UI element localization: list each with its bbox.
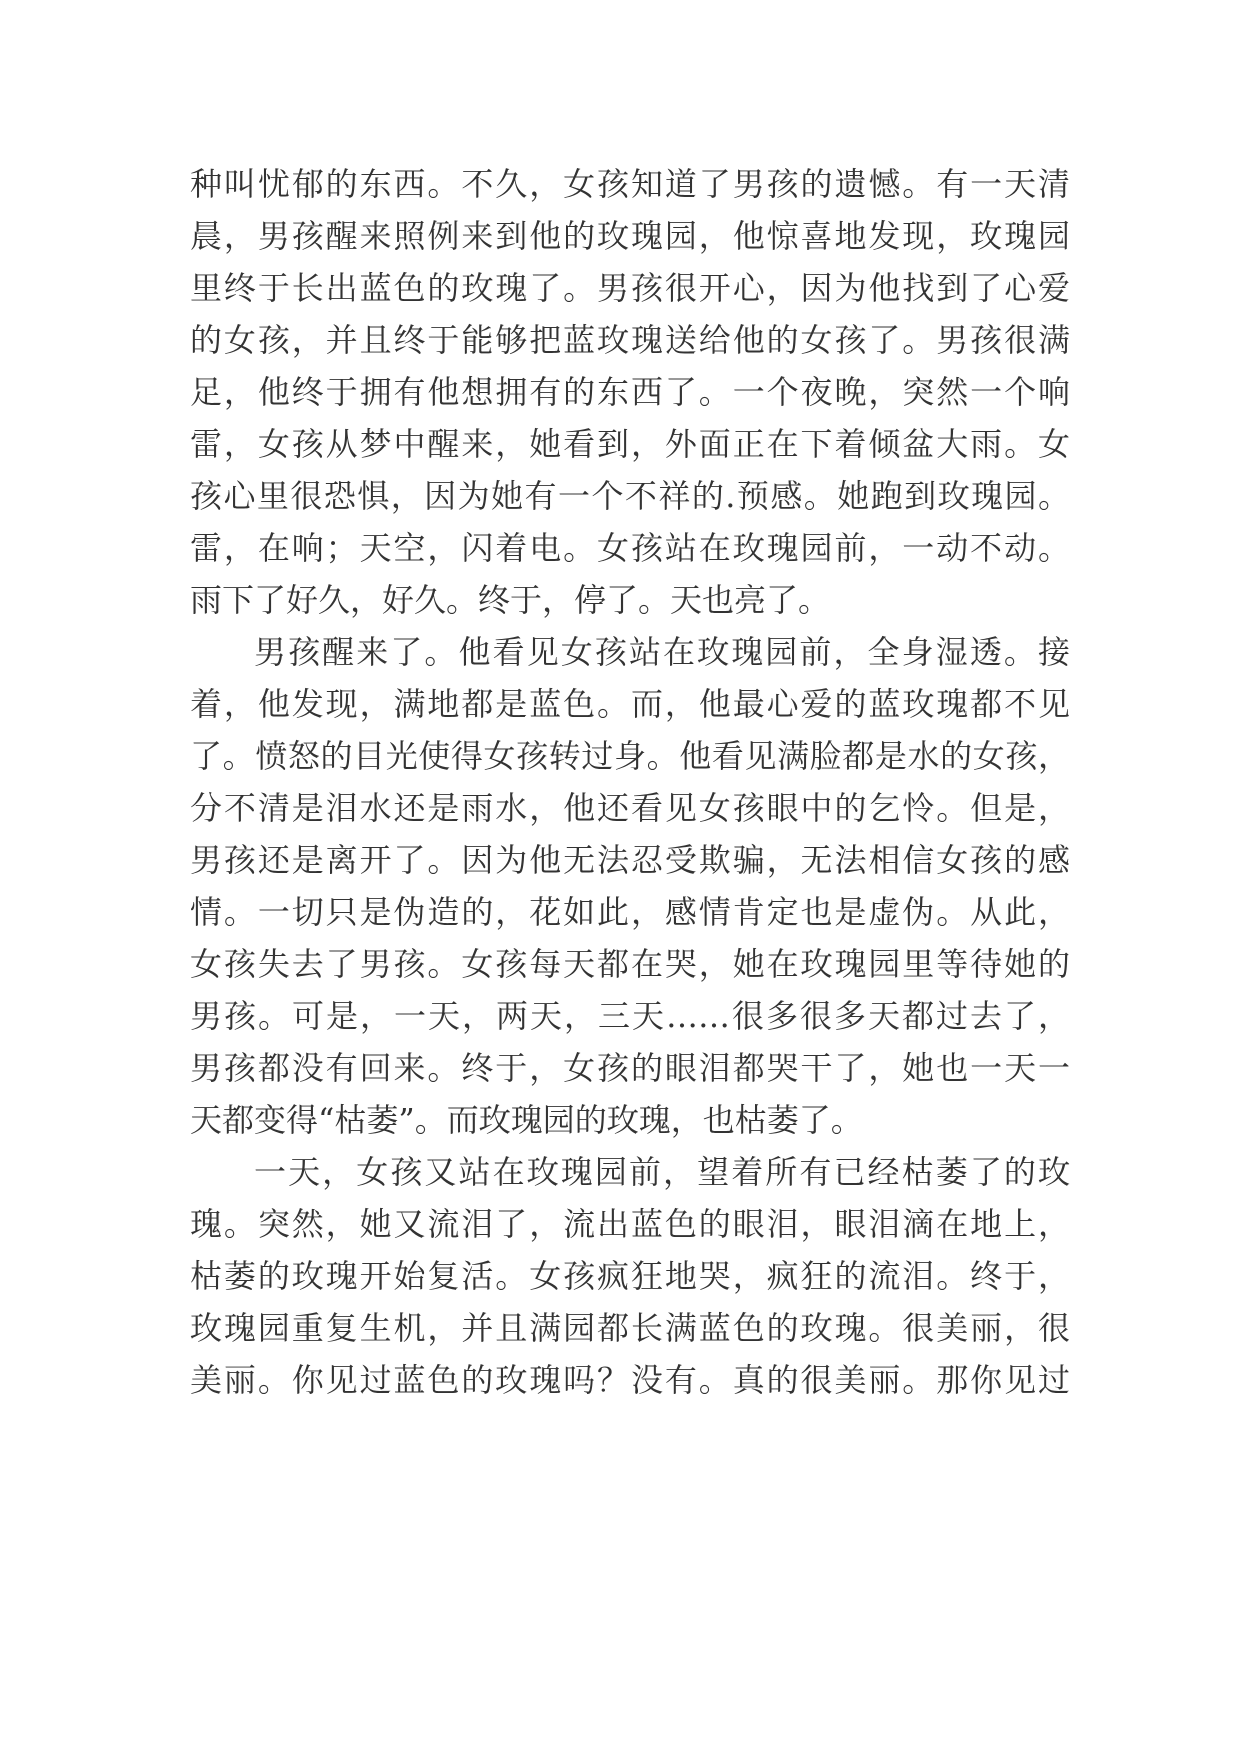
text-line: 女孩失去了男孩。女孩每天都在哭，她在玫瑰园里等待她的	[190, 945, 1070, 983]
text-line: 情。一切只是伪造的，花如此，感情肯定也是虚伪。从此，	[190, 893, 1070, 931]
text-line: 孩心里很恐惧，因为她有一个不祥的.预感。她跑到玫瑰园。	[190, 477, 1070, 515]
text-line: 美丽。你见过蓝色的玫瑰吗？没有。真的很美丽。那你见过	[190, 1361, 1070, 1399]
text-line: 男孩还是离开了。因为他无法忍受欺骗，无法相信女孩的感	[190, 841, 1070, 879]
text-line: 男孩都没有回来。终于，女孩的眼泪都哭干了，她也一天一	[190, 1049, 1070, 1087]
text-line: 分不清是泪水还是雨水，他还看见女孩眼中的乞怜。但是，	[190, 789, 1070, 827]
text-line-paragraph-end: 天都变得“枯萎”。而玫瑰园的玫瑰，也枯萎了。	[190, 1101, 863, 1139]
text-line: 着，他发现，满地都是蓝色。而，他最心爱的蓝玫瑰都不见	[190, 685, 1070, 723]
text-line: 的女孩，并且终于能够把蓝玫瑰送给他的女孩了。男孩很满	[190, 321, 1070, 359]
text-line: 里终于长出蓝色的玫瑰了。男孩很开心，因为他找到了心爱	[190, 269, 1070, 307]
text-line: 晨，男孩醒来照例来到他的玫瑰园，他惊喜地发现，玫瑰园	[190, 217, 1070, 255]
text-line: 种叫忧郁的东西。不久，女孩知道了男孩的遗憾。有一天清	[190, 165, 1070, 203]
text-line-paragraph-start: 一天，女孩又站在玫瑰园前，望着所有已经枯萎了的玫	[254, 1153, 1070, 1191]
text-line-paragraph-start: 男孩醒来了。他看见女孩站在玫瑰园前，全身湿透。接	[254, 633, 1070, 671]
text-line: 了。愤怒的目光使得女孩转过身。他看见满脸都是水的女孩，	[190, 737, 1070, 775]
text-line-paragraph-end: 雨下了好久，好久。终于，停了。天也亮了。	[190, 581, 831, 619]
body-text	[190, 158, 1070, 1406]
text-line: 雷，女孩从梦中醒来，她看到，外面正在下着倾盆大雨。女	[190, 425, 1070, 463]
text-line: 足，他终于拥有他想拥有的东西了。一个夜晚，突然一个响	[190, 373, 1070, 411]
text-line: 枯萎的玫瑰开始复活。女孩疯狂地哭，疯狂的流泪。终于，	[190, 1257, 1070, 1295]
text-line: 玫瑰园重复生机，并且满园都长满蓝色的玫瑰。很美丽，很	[190, 1309, 1070, 1347]
text-line: 男孩。可是，一天，两天，三天……很多很多天都过去了，	[190, 997, 1070, 1035]
text-line: 瑰。突然，她又流泪了，流出蓝色的眼泪，眼泪滴在地上，	[190, 1205, 1070, 1243]
text-line: 雷，在响；天空，闪着电。女孩站在玫瑰园前，一动不动。	[190, 529, 1070, 567]
